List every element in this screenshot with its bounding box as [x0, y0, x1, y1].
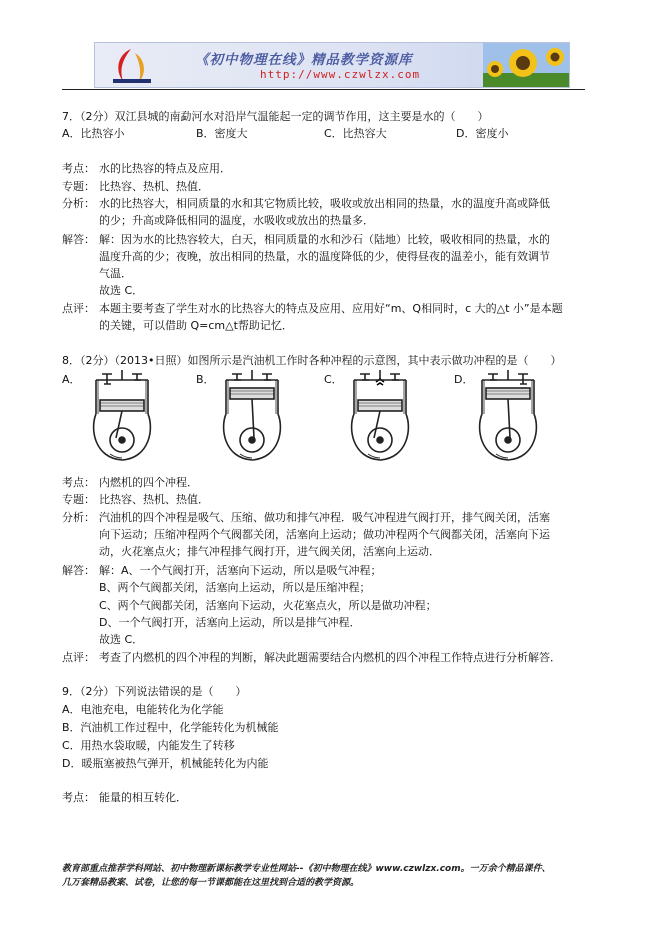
- engine-diagram-c: [346, 366, 414, 464]
- piston: [230, 388, 274, 399]
- q7-option-a: A．比热容小: [62, 127, 125, 140]
- crank-center: [119, 437, 125, 443]
- q7-jieda-line: 气温．: [99, 267, 132, 280]
- q8-zhuanti: 比热容、热机、热值．: [99, 493, 209, 506]
- q7-dianping-label: 点评：: [62, 302, 95, 315]
- q8-dianping: 考查了内燃机的四个冲程的判断，解决此题需要结合内燃机的四个冲程工作特点进行分析解答．: [99, 651, 561, 664]
- q8-option-b: B．: [196, 373, 215, 386]
- banner-title: 《初中物理在线》精品教学资源库: [195, 52, 413, 68]
- q7-jieda-line: 解：因为水的比热容较大，白天，相同质量的水和沙石（陆地）比较，吸收相同的热量，水的: [99, 233, 550, 246]
- footer-line: 几万套精品教案、试卷，让您的每一节课都能在这里找到合适的教学资源。: [62, 878, 360, 888]
- q8-jieda-line: C、两个气阀都关闭，活塞向下运动，火花塞点火，所以是做功冲程；: [99, 599, 437, 612]
- q9-option-d: D．暖瓶塞被热气弹开，机械能转化为内能: [62, 757, 269, 770]
- piston: [100, 400, 144, 411]
- q9-option-a: A．电池充电，电能转化为化学能: [62, 703, 224, 716]
- crank-center: [505, 437, 511, 443]
- engine-diagram-b: [218, 366, 286, 464]
- q7-option-d: D．密度小: [456, 127, 509, 140]
- q8-option-c: C．: [324, 373, 343, 386]
- q7-fenxi-label: 分析：: [62, 197, 95, 210]
- q8-option-a: A．: [62, 373, 81, 386]
- q8-fenxi-line: 汽油机的四个冲程是吸气、压缩、做功和排气冲程．吸气冲程进气阀打开，排气阀关闭，活塞: [99, 511, 550, 524]
- sunflower-icon: [483, 43, 569, 87]
- q7-fenxi-line: 水的比热容大，相同质量的水和其它物质比较，吸收或放出相同的热量，水的温度升高或降低: [99, 197, 550, 210]
- engine-diagram-a: [88, 366, 156, 464]
- q7-jieda-label: 解答：: [62, 233, 95, 246]
- connecting-rod: [508, 399, 510, 438]
- connecting-rod: [252, 399, 254, 438]
- q8-jieda-line: 故选 C．: [99, 633, 144, 646]
- q7-dianping-line: 本题主要考查了学生对水的比热容大的特点及应用、应用好“m、Q相同时，c 大的△t 小”是本题: [99, 302, 563, 315]
- q7-fenxi-line: 的少；升高或降低相同的温度，水吸收或放出的热量多．: [99, 214, 374, 227]
- q7-option-b: B．密度大: [196, 127, 248, 140]
- banner-url[interactable]: http://www.czwlzx.com: [260, 68, 421, 81]
- engine-diagram-d: [474, 366, 542, 464]
- piston: [358, 400, 402, 411]
- crank-center: [377, 437, 383, 443]
- q8-jieda-label: 解答：: [62, 564, 95, 577]
- q7-kaodian: 水的比热容的特点及应用．: [99, 162, 231, 175]
- q8-jieda-line: B、两个气阀都关闭，活塞向上运动，所以是压缩冲程；: [99, 581, 371, 594]
- header-divider: [62, 89, 585, 90]
- q7-stem: 7．（2分）双江县城的南勐河水对沿岸气温能起一定的调节作用，这主要是水的（ ）: [62, 110, 489, 123]
- page-footer: [62, 862, 602, 890]
- q8-stem: 8．（2分）（2013•日照）如图所示是汽油机工作时各种冲程的示意图，其中表示做功冲程的是（ ）: [62, 354, 562, 367]
- q7-option-c: C．比热容大: [324, 127, 387, 140]
- q8-kaodian: 内燃机的四个冲程．: [99, 476, 198, 489]
- q9-kaodian: 能量的相互转化．: [99, 791, 187, 804]
- q9-kaodian-label: 考点：: [62, 791, 95, 804]
- connecting-rod: [374, 411, 380, 438]
- site-logo-icon: [109, 45, 155, 85]
- q9-stem: 9．（2分）下列说法错误的是（ ）: [62, 685, 247, 698]
- q8-jieda-line: 解：A、一个气阀打开，活塞向下运动，所以是吸气冲程；: [99, 564, 382, 577]
- q9-option-b: B．汽油机工作过程中，化学能转化为机械能: [62, 721, 279, 734]
- header-banner: [94, 42, 570, 88]
- q8-fenxi-label: 分析：: [62, 511, 95, 524]
- q8-fenxi-line: 向下运动；压缩冲程两个气阀都关闭，活塞向上运动；做功冲程两个气阀都关闭，活塞向下运: [99, 528, 550, 541]
- q7-zhuanti: 比热容、热机、热值．: [99, 180, 209, 193]
- q8-kaodian-label: 考点：: [62, 476, 95, 489]
- q8-jieda-line: D、一个气阀打开，活塞向上运动，所以是排气冲程．: [99, 616, 361, 629]
- q8-dianping-label: 点评：: [62, 651, 95, 664]
- footer-line: 教育部重点推荐学科网站、初中物理新课标教学专业性网站--《初中物理在线》www.czwlzx.com。一万余个精品课件、: [62, 864, 551, 874]
- connecting-rod: [116, 411, 122, 438]
- q7-dianping-line: 的关键，可以借助 Q=cm△t帮助记忆．: [99, 319, 293, 332]
- q8-fenxi-line: 动，火花塞点火；排气冲程排气阀打开，进气阀关闭，活塞向上运动．: [99, 545, 440, 558]
- q7-zhuanti-label: 专题：: [62, 180, 95, 193]
- q7-jieda-line: 温度升高的少；夜晚，放出相同的热量，水的温度降低的少，使得昼夜的温差小，能有效调节: [99, 250, 550, 263]
- q8-zhuanti-label: 专题：: [62, 493, 95, 506]
- q9-option-c: C．用热水袋取暖，内能发生了转移: [62, 739, 235, 752]
- piston: [486, 388, 530, 399]
- q7-kaodian-label: 考点：: [62, 162, 95, 175]
- q7-jieda-line: 故选 C．: [99, 284, 144, 297]
- crank-center: [249, 437, 255, 443]
- q8-option-d: D．: [454, 373, 474, 386]
